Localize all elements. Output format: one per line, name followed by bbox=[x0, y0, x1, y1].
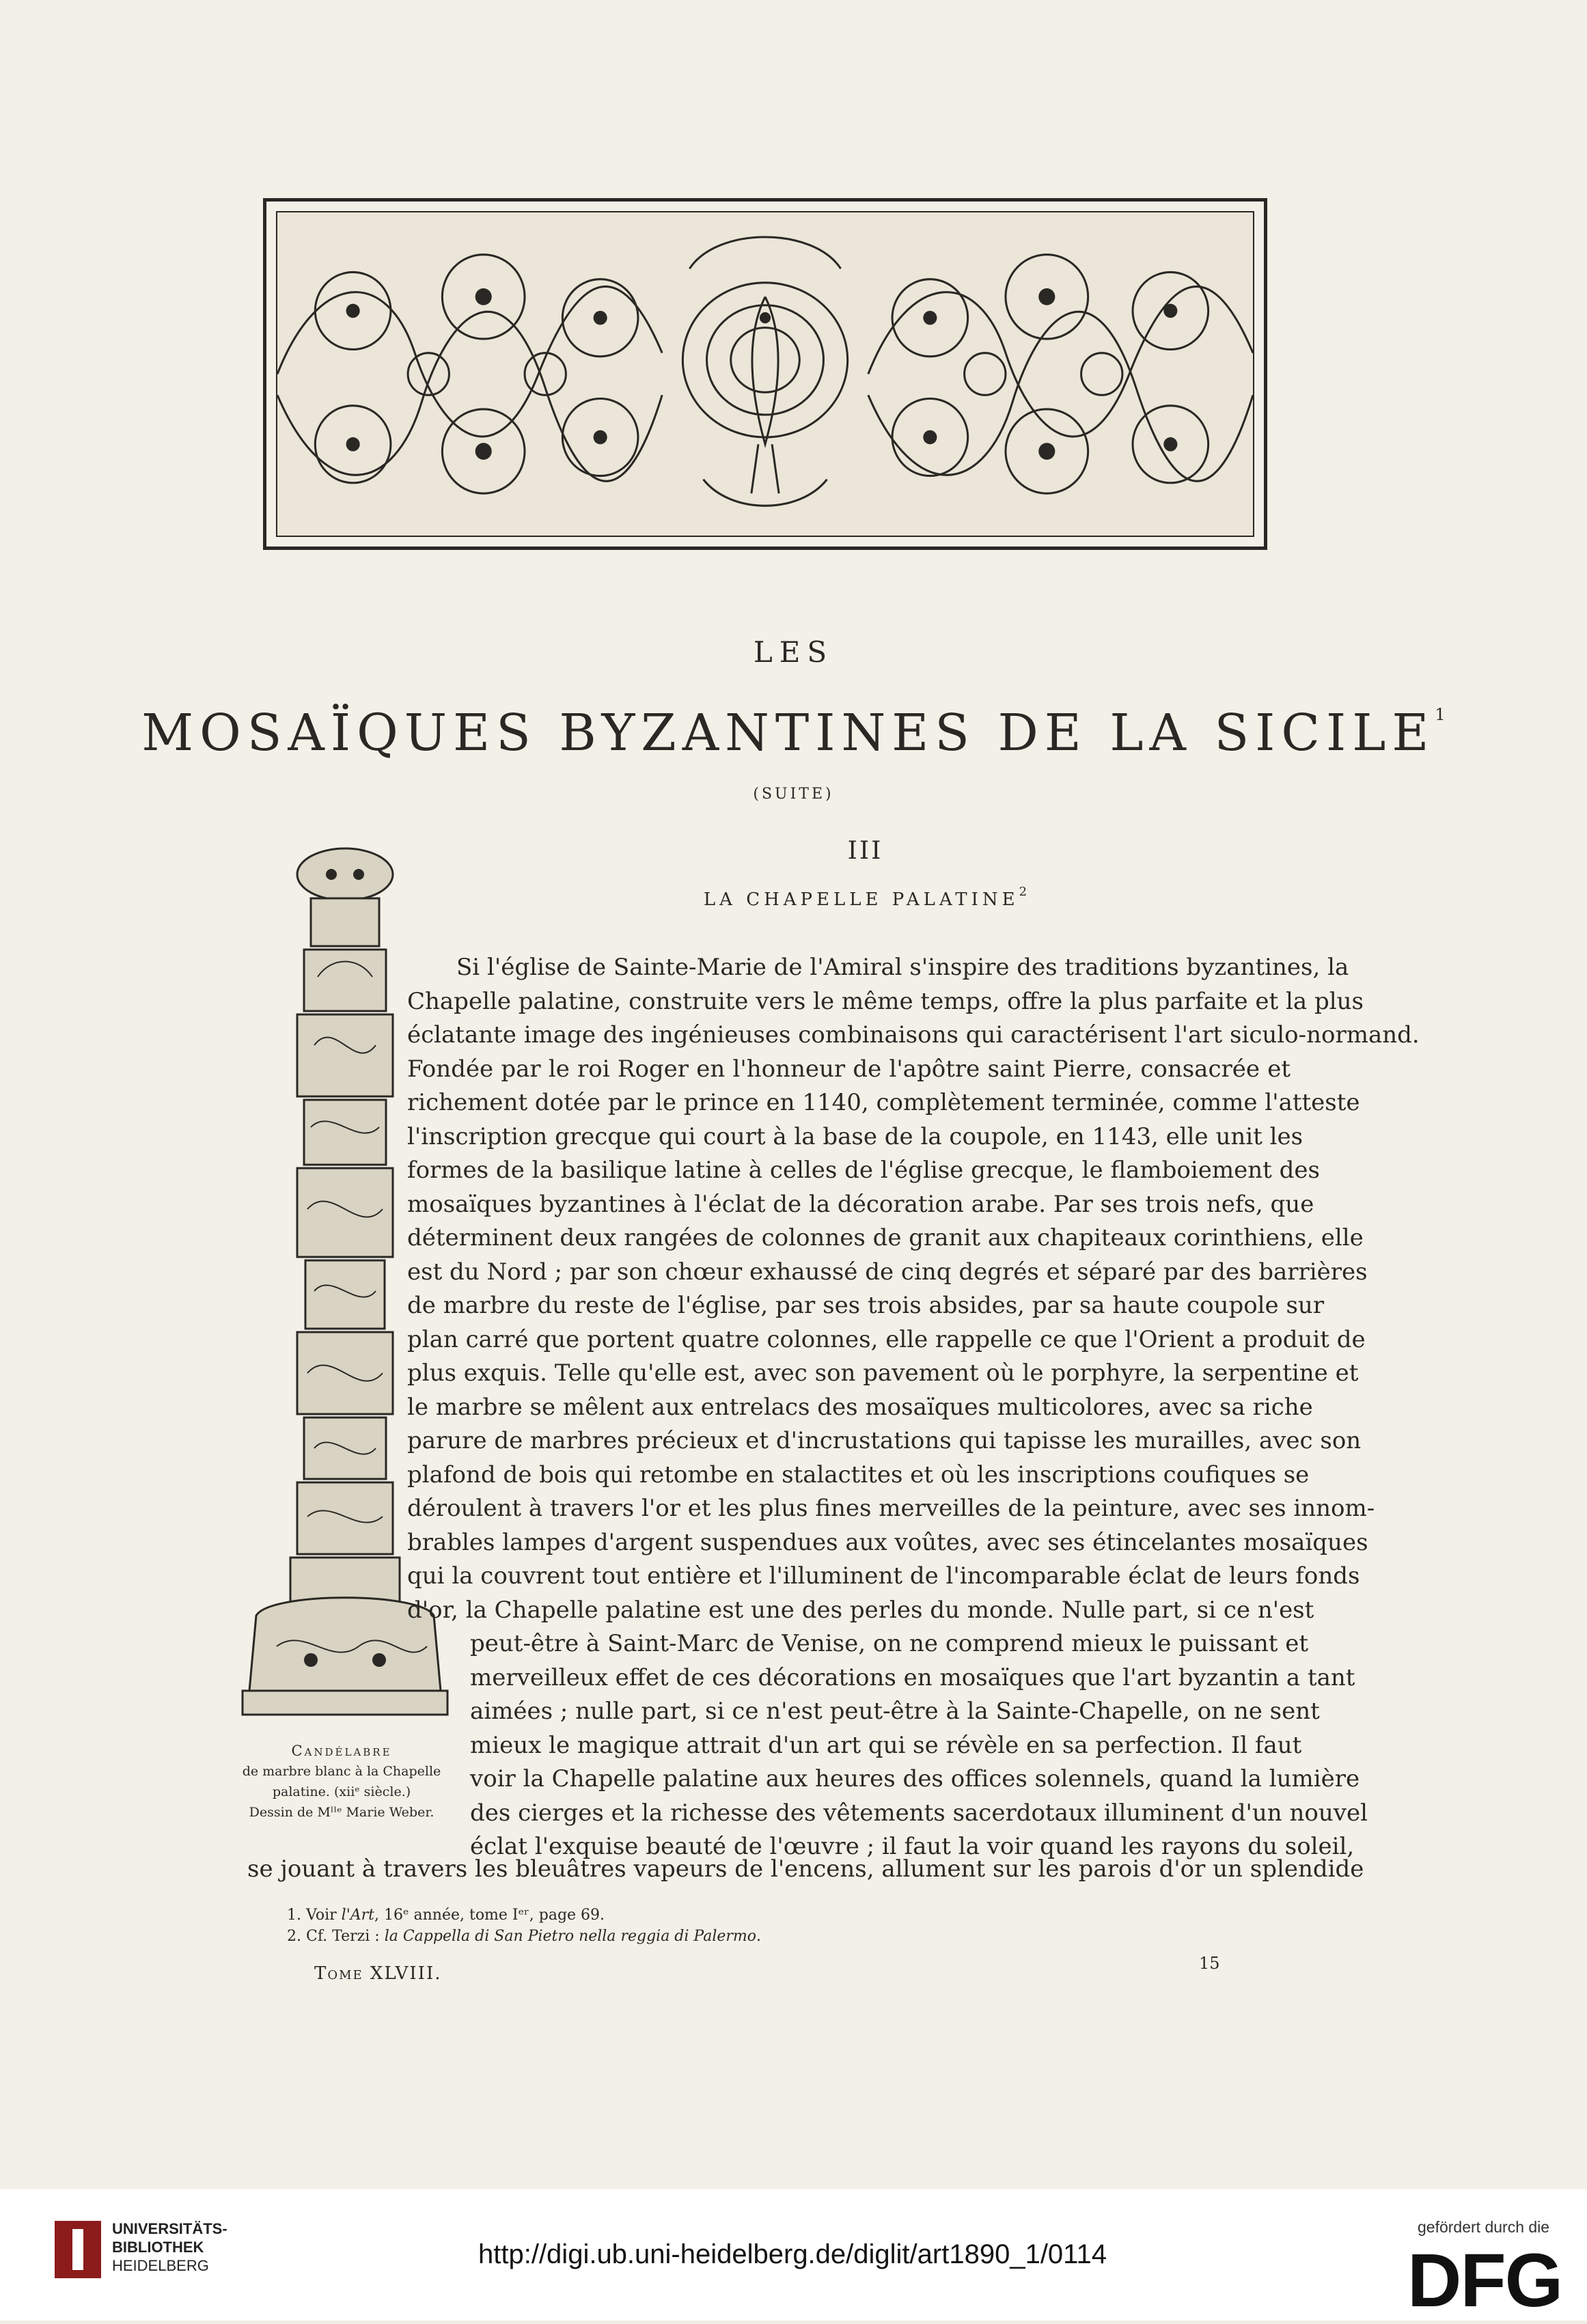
article-title-text: MOSAÏQUES BYZANTINES DE LA SICILE bbox=[141, 704, 1435, 762]
body-line: richement dotée par le prince en 1140, complètement terminée, comme l'atteste bbox=[407, 1089, 1360, 1116]
footnote-1 bbox=[287, 1905, 1243, 1926]
body-line: merveilleux effet de ces décorations en mosaïques que l'art byzantin a tant bbox=[470, 1663, 1355, 1691]
caption-title: Candélabre bbox=[291, 1743, 392, 1759]
section-footnote-ref: 2 bbox=[1019, 885, 1027, 899]
body-line: des cierges et la richesse des vêtements sacerdotaux illuminent d'un nouvel bbox=[470, 1799, 1368, 1827]
caption-line-2: palatine. (xiiᵉ siècle.) bbox=[272, 1784, 411, 1799]
body-line: plan carré que portent quatre colonnes, elle rappelle ce que l'Orient a produit de bbox=[407, 1325, 1366, 1353]
section-number: III bbox=[847, 837, 883, 865]
footnote-2 bbox=[287, 1926, 1243, 1947]
library-name-line-3: HEIDELBERG bbox=[112, 2257, 209, 2274]
body-line: mosaïques byzantines à l'éclat de la décoration arabe. Par ses trois nefs, que bbox=[407, 1190, 1314, 1218]
body-line: parure de marbres précieux et d'incrustations qui tapisse les murailles, avec son bbox=[407, 1427, 1362, 1454]
body-line: Si l'église de Sainte-Marie de l'Amiral s'inspire des traditions byzantines, la bbox=[456, 954, 1349, 981]
caption-line-1: de marbre blanc à la Chapelle bbox=[242, 1764, 441, 1779]
body-line: l'inscription grecque qui court à la base de la coupole, en 1143, elle unit les bbox=[407, 1122, 1303, 1150]
body-line: d'or, la Chapelle palatine est une des perles du monde. Nulle part, si ce n'est bbox=[407, 1596, 1314, 1624]
caption-line-3: Dessin de Mˡˡᵉ Marie Weber. bbox=[249, 1805, 434, 1820]
body-line: déroulent à travers l'or et les plus fines merveilles de la peinture, avec ses innom- bbox=[407, 1495, 1375, 1522]
footnote-1-rest: , 16ᵉ année, tome Iᵉʳ, page 69. bbox=[374, 1907, 605, 1924]
body-line: plus exquis. Telle qu'elle est, avec son pavement où le porphyre, la serpentine et bbox=[407, 1359, 1359, 1387]
body-line: se jouant à travers les bleuâtres vapeurs de l'encens, allument sur les parois d'or un splendide bbox=[247, 1855, 1364, 1883]
body-line: Chapelle palatine, construite vers le même temps, offre la plus parfaite et la plus bbox=[407, 987, 1364, 1015]
body-line-dor bbox=[407, 1594, 1314, 1628]
dfg-logo[interactable]: DFG bbox=[1407, 2239, 1562, 2323]
ub-heidelberg-logo-icon bbox=[55, 2221, 101, 2278]
library-name-line-1: UNIVERSITÄTS- bbox=[112, 2220, 227, 2237]
heading-les: LES bbox=[753, 635, 834, 669]
body-line: voir la Chapelle palatine aux heures des offices solennels, quand la lumière bbox=[470, 1765, 1360, 1793]
footnote-2-title: la Cappella di San Pietro nella reggia di Palermo bbox=[384, 1928, 757, 1945]
library-logo[interactable] bbox=[55, 2217, 266, 2292]
page-number: 15 bbox=[1199, 1954, 1220, 1973]
body-last-line bbox=[247, 1853, 1364, 1887]
section-title-text: LA CHAPELLE PALATINE bbox=[703, 889, 1019, 910]
title-footnote-ref: 1 bbox=[1435, 705, 1446, 724]
body-line: éclatante image des ingénieuses combinaisons qui caractérisent l'art siculo-normand. bbox=[407, 1021, 1420, 1049]
permalink-url[interactable]: http://digi.ub.uni-heidelberg.de/diglit/art1890_1/0114 bbox=[478, 2239, 1107, 2269]
body-line: formes de la basilique latine à celles de l'église grecque, le flamboiement des bbox=[407, 1157, 1320, 1184]
body-line: peut-être à Saint-Marc de Venise, on ne comprend mieux le puissant et bbox=[470, 1630, 1308, 1657]
tome-label: Tome XLVIII. bbox=[314, 1963, 442, 1984]
body-line: le marbre se mêlent aux entrelacs des mosaïques multicolores, avec sa riche bbox=[407, 1393, 1313, 1421]
body-line: brables lampes d'argent suspendues aux voûtes, avec ses étincelantes mosaïques bbox=[407, 1528, 1368, 1556]
library-name-line-2: BIBLIOTHEK bbox=[112, 2239, 204, 2256]
body-line: qui la couvrent tout entière et l'illuminent de l'incomparable éclat de leurs fonds bbox=[407, 1562, 1360, 1590]
body-paragraph-upper bbox=[407, 951, 1420, 1594]
footnote-2-prefix: 2. Cf. Terzi : bbox=[287, 1928, 385, 1945]
body-paragraph-narrow bbox=[470, 1627, 1368, 1864]
footnote-1-prefix: 1. Voir bbox=[287, 1907, 342, 1924]
article-title bbox=[0, 704, 1587, 762]
ornamental-frieze-icon bbox=[276, 211, 1254, 537]
figure-caption bbox=[219, 1741, 465, 1823]
body-line: mieux le magique attrait d'un art qui se révèle en sa perfection. Il faut bbox=[470, 1731, 1302, 1759]
body-line: est du Nord ; par son chœur exhaussé de cinq degrés et séparé par des barrières bbox=[407, 1258, 1368, 1286]
body-line: déterminent deux rangées de colonnes de granit aux chapiteaux corinthiens, elle bbox=[407, 1224, 1364, 1251]
body-line: éclat l'exquise beauté de l'œuvre ; il faut la voir quand les rayons du soleil, bbox=[470, 1833, 1355, 1860]
library-name bbox=[112, 2219, 227, 2275]
heading-suite: (SUITE) bbox=[753, 786, 834, 803]
body-line: aimées ; nulle part, si ce n'est peut-être à la Sainte-Chapelle, on ne sent bbox=[470, 1698, 1320, 1725]
body-line: de marbre du reste de l'église, par ses trois absides, par sa haute coupole sur bbox=[407, 1292, 1325, 1319]
frieze-drawing bbox=[277, 212, 1253, 536]
funded-by-label: gefördert durch die bbox=[1418, 2218, 1550, 2236]
body-line: Fondée par le roi Roger en l'honneur de l'apôtre saint Pierre, consacrée et bbox=[407, 1055, 1291, 1083]
footnote-1-title: l'Art bbox=[341, 1907, 374, 1924]
footnotes bbox=[287, 1905, 1243, 1947]
body-line: plafond de bois qui retombe en stalactites et où les inscriptions coufiques se bbox=[407, 1461, 1310, 1489]
footnote-2-rest: . bbox=[756, 1928, 762, 1945]
ornamental-banner bbox=[263, 198, 1267, 550]
